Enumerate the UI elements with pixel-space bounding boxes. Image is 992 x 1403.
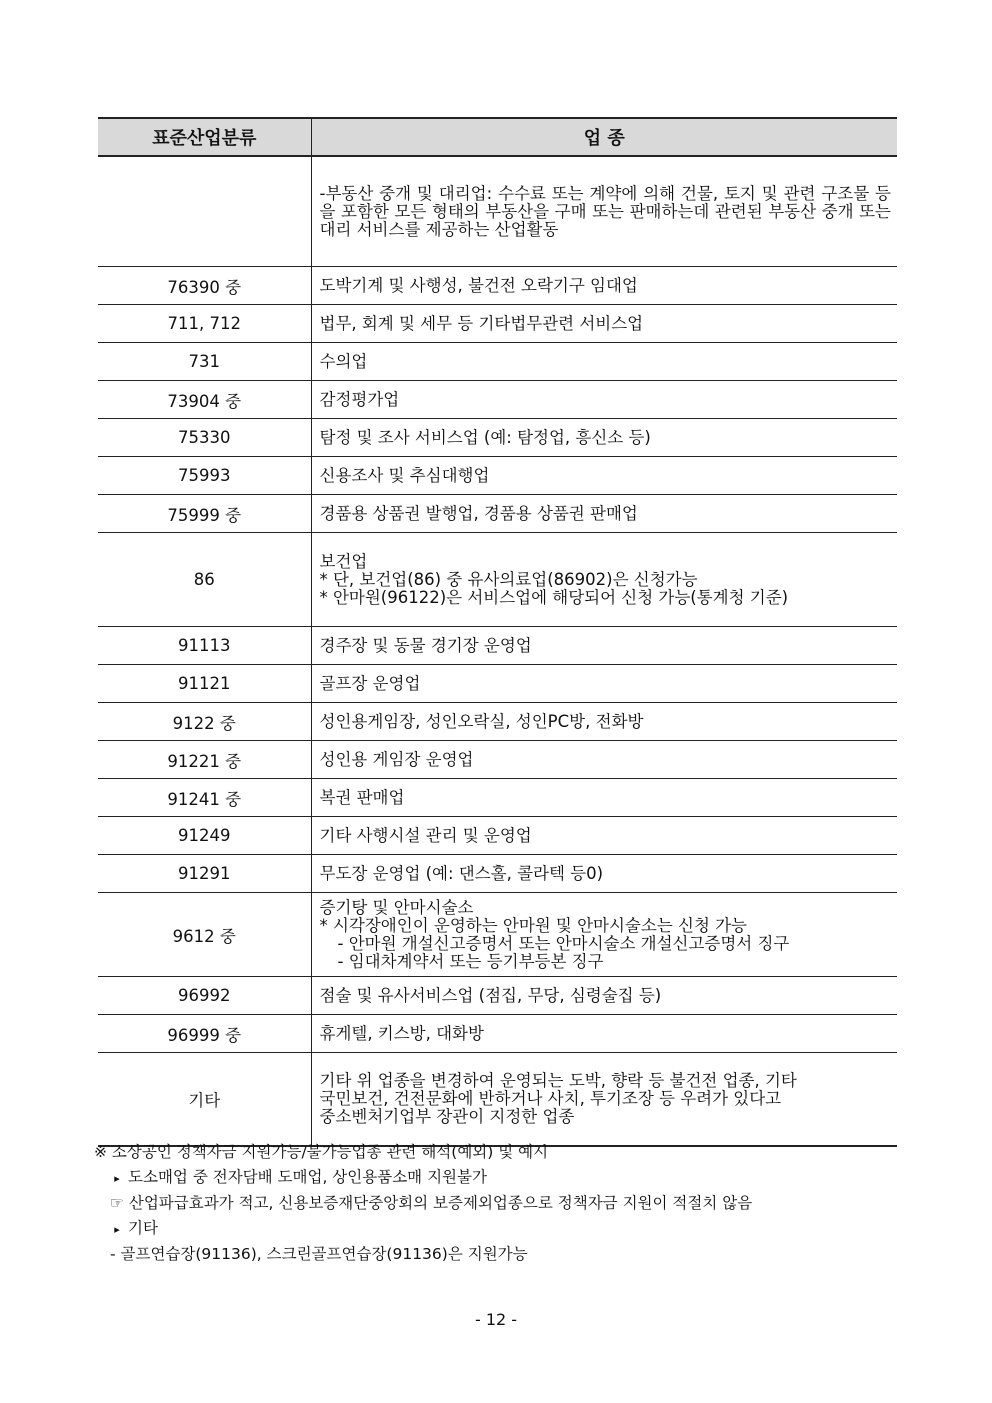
page-number: - 12 -: [474, 1310, 518, 1329]
row-code: 91241 중: [98, 779, 311, 817]
table-row: [98, 893, 897, 977]
triangle-bullet-icon: ▸: [114, 1172, 120, 1185]
row-desc: [311, 893, 897, 977]
row-desc: 점술 및 유사서비스업 (점집, 무당, 심령술집 등): [311, 977, 897, 1015]
row-desc-line: - 안마원 개설신고증명서 또는 안마시술소 개설신고증명서 징구: [337, 933, 790, 953]
header-industry: 업 종: [311, 118, 897, 156]
notes-bullet-2: [94, 1216, 752, 1242]
row-desc-line: * 단, 보건업(86) 중 유사의료업(86902)은 신청가능: [319, 569, 698, 589]
row-desc: 기타 사행시설 관리 및 운영업: [311, 817, 897, 855]
row-desc: -부동산 중개 및 대리업: 수수료 또는 계약에 의해 건물, 토지 및 관련 구조물 등을 포함한 모든 형태의 부동산을 구매 또는 판매하는데 관련된 부동산 중개 또는 대리 서비스를 제공하는 산업활동: [311, 156, 897, 267]
row-desc-line: 기타 위 업종을 변경하여 운영되는 도박, 향락 등 불건전 업종, 기타: [319, 1071, 797, 1090]
header-code: 표준산업분류: [98, 118, 311, 156]
notes-bullet-1-text: 도소매업 중 전자담배 도매업, 상인용품소매 지원불가: [128, 1168, 487, 1186]
row-desc-line: 증기탕 및 안마시술소: [319, 897, 474, 917]
row-code: 75999 중: [98, 495, 311, 533]
table-row: [98, 495, 897, 533]
table-row: [98, 665, 897, 703]
table-row: [98, 267, 897, 305]
notes-bullet-1: [94, 1165, 752, 1191]
notes-sub-2: - 골프연습장(91136), 스크린골프연습장(91136)은 지원가능: [110, 1245, 528, 1263]
table-row: [98, 855, 897, 893]
table-row: [98, 156, 897, 267]
table-row: [98, 741, 897, 779]
row-desc: [311, 533, 897, 627]
row-desc: 휴게텔, 키스방, 대화방: [311, 1015, 897, 1053]
row-desc: 감정평가업: [311, 381, 897, 419]
table-row: [98, 305, 897, 343]
pointing-hand-icon: ☞: [110, 1194, 124, 1212]
industry-table: [98, 117, 897, 1147]
notes-title: ※ 소상공인 정책자금 지원가능/불가능업종 관련 해석(예외) 및 예시: [94, 1143, 549, 1161]
row-code: 91249: [98, 817, 311, 855]
row-desc: 무도장 운영업 (예: 댄스홀, 콜라텍 등0): [311, 855, 897, 893]
table-header-row: [98, 118, 897, 156]
row-desc: 신용조사 및 추심대행업: [311, 457, 897, 495]
row-code: [98, 156, 311, 267]
row-code: 96992: [98, 977, 311, 1015]
row-desc: 탐정 및 조사 서비스업 (예: 탐정업, 흥신소 등): [311, 419, 897, 457]
table-row: [98, 1015, 897, 1053]
row-desc: 성인용게임장, 성인오락실, 성인PC방, 전화방: [311, 703, 897, 741]
notes-bullet-2-text: 기타: [128, 1219, 158, 1237]
row-code: 9612 중: [98, 893, 311, 977]
table-row: [98, 817, 897, 855]
row-desc: 복권 판매업: [311, 779, 897, 817]
row-desc-line: - 임대차계약서 또는 등기부등본 징구: [337, 951, 604, 971]
row-desc: 수의업: [311, 343, 897, 381]
row-code: 91121: [98, 665, 311, 703]
triangle-bullet-icon: ▸: [114, 1223, 120, 1236]
row-desc-line: 보건업: [319, 551, 368, 571]
notes-section: [94, 1140, 752, 1267]
table-row: [98, 419, 897, 457]
row-code: 711, 712: [98, 305, 311, 343]
table-row: [98, 627, 897, 665]
row-desc: 골프장 운영업: [311, 665, 897, 703]
table-row: [98, 533, 897, 627]
row-desc-line: 중소벤처기업부 장관이 지정한 업종: [319, 1107, 575, 1126]
row-desc-line: * 안마원(96122)은 서비스업에 해당되어 신청 가능(통계청 기준): [319, 587, 789, 607]
row-desc: 경품용 상품권 발행업, 경품용 상품권 판매업: [311, 495, 897, 533]
table-row: [98, 703, 897, 741]
row-code: 9122 중: [98, 703, 311, 741]
row-desc-line: 국민보건, 건전문화에 반하거나 사치, 투기조장 등 우려가 있다고: [319, 1089, 782, 1108]
table-row: [98, 977, 897, 1015]
row-code: 91113: [98, 627, 311, 665]
row-code: 731: [98, 343, 311, 381]
row-code: 75330: [98, 419, 311, 457]
row-desc: 법무, 회계 및 세무 등 기타법무관련 서비스업: [311, 305, 897, 343]
table-row: [98, 381, 897, 419]
notes-sub-1-text: 산업파급효과가 적고, 신용보증재단중앙회의 보증제외업종으로 정책자금 지원이 적절치 않음: [128, 1194, 753, 1212]
row-desc-line: * 시각장애인이 운영하는 안마원 및 안마시술소는 신청 가능: [319, 915, 747, 935]
notes-sub-1: [94, 1191, 752, 1216]
row-code: 기타: [98, 1053, 311, 1147]
row-desc: 성인용 게임장 운영업: [311, 741, 897, 779]
row-desc: [311, 1053, 897, 1147]
row-desc: 경주장 및 동물 경기장 운영업: [311, 627, 897, 665]
row-desc: 도박기계 및 사행성, 불건전 오락기구 임대업: [311, 267, 897, 305]
row-code: 96999 중: [98, 1015, 311, 1053]
table-row: [98, 779, 897, 817]
row-code: 75993: [98, 457, 311, 495]
row-code: 73904 중: [98, 381, 311, 419]
row-code: 91221 중: [98, 741, 311, 779]
row-code: 76390 중: [98, 267, 311, 305]
table-row: [98, 1053, 897, 1147]
row-code: 91291: [98, 855, 311, 893]
table-row: [98, 343, 897, 381]
row-code: 86: [98, 533, 311, 627]
table-row: [98, 457, 897, 495]
